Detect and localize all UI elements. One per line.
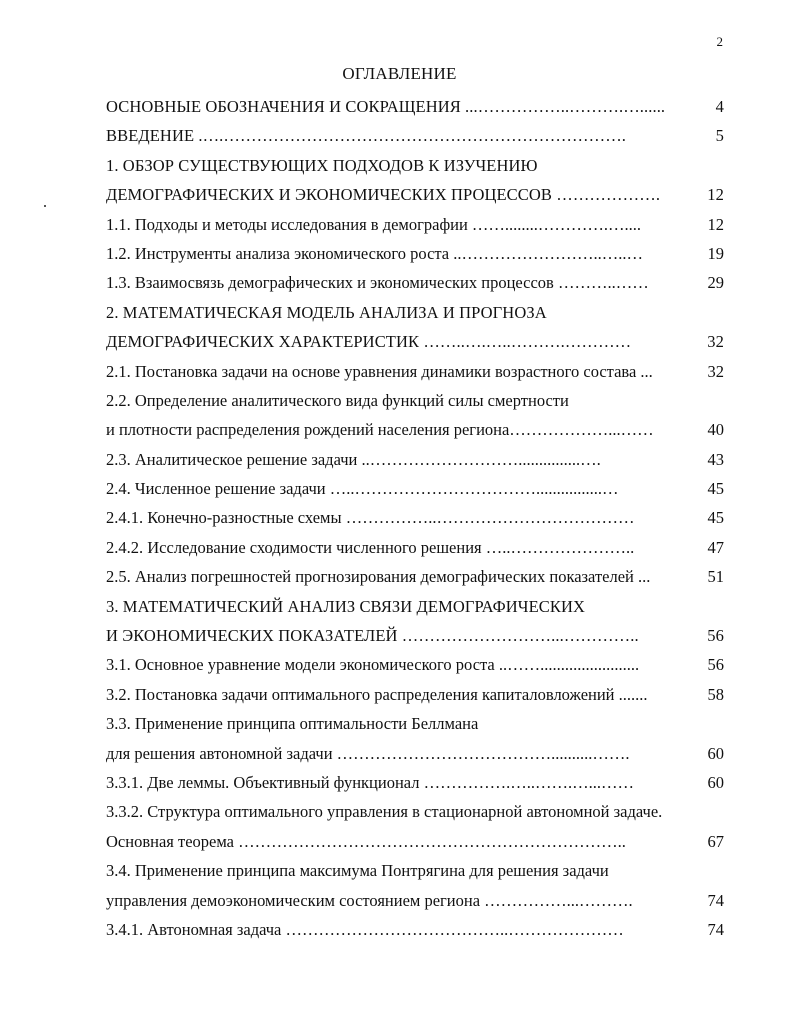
toc-page: 74 (707, 890, 724, 910)
toc-entry: и плотности распределения рождений населения региона………………...…… 40 (106, 415, 724, 444)
toc-page: 45 (707, 479, 724, 499)
toc-entry: 2.2. Определение аналитического вида функций силы смертности (106, 390, 569, 410)
toc-page: 58 (707, 684, 724, 704)
toc-entry: 3.4.1. Автономная задача …………………………………..………………… 74 (106, 915, 724, 944)
toc-page: 12 (707, 214, 724, 234)
page-number: 2 (716, 34, 723, 49)
toc-entry: И ЭКОНОМИЧЕСКИХ ПОКАЗАТЕЛЕЙ ………………………...………….. 56 (106, 621, 724, 650)
toc-page: 32 (707, 332, 724, 352)
toc-entry: 3.4. Применение принципа максимума Понтрягина для решения задачи (106, 861, 609, 881)
toc-entry: ОСНОВНЫЕ ОБОЗНАЧЕНИЯ И СОКРАЩЕНИЯ ...……………..……….…...... 4 (106, 92, 724, 121)
toc-entry: 2. МАТЕМАТИЧЕСКАЯ МОДЕЛЬ АНАЛИЗА И ПРОГНОЗА (106, 302, 547, 322)
toc-page: 60 (707, 772, 724, 792)
toc-page: 60 (707, 743, 724, 763)
toc-page: 45 (707, 508, 724, 528)
toc-entry: ДЕМОГРАФИЧЕСКИХ И ЭКОНОМИЧЕСКИХ ПРОЦЕССОВ ………………. 12 (106, 180, 724, 209)
toc-entry: для решения автономной задачи …………………………………..........……. 60 (106, 739, 724, 768)
toc-entry: 2.4.1. Конечно-разностные схемы ……………..……………………………… 45 (106, 503, 724, 532)
toc-entry: 3. МАТЕМАТИЧЕСКИЙ АНАЛИЗ СВЯЗИ ДЕМОГРАФИЧЕСКИХ (106, 596, 586, 616)
toc-entry: Основная теорема …………………………………………………………….. 67 (106, 827, 724, 856)
toc-entry: 2.1. Постановка задачи на основе уравнения динамики возрастного состава ... 32 (106, 357, 724, 386)
table-of-contents (106, 92, 724, 944)
toc-page: 5 (715, 126, 724, 146)
toc-page: 67 (707, 831, 724, 851)
toc-page: 32 (707, 361, 724, 381)
toc-page: 56 (707, 626, 724, 646)
toc-page: 19 (707, 243, 724, 263)
toc-entry: 1. ОБЗОР СУЩЕСТВУЮЩИХ ПОДХОДОВ К ИЗУЧЕНИЮ (106, 155, 538, 175)
toc-entry: 3.3.1. Две леммы. Объективный функционал …………….…..…….…...…… 60 (106, 768, 724, 797)
toc-entry: 2.4. Численное решение задачи …..……………………………................… 45 (106, 474, 724, 503)
toc-entry: ВВЕДЕНИЕ .….………………………………………………………………. 5 (106, 121, 724, 150)
toc-page: 4 (715, 97, 724, 116)
toc-page: 29 (707, 273, 724, 293)
toc-page: 40 (707, 420, 724, 440)
toc-entry: 3.3.2. Структура оптимального управления в стационарной автономной задаче. (106, 802, 663, 822)
toc-entry: 2.3. Аналитическое решение задачи ..………………………...............…. 43 (106, 445, 724, 474)
toc-page: 74 (707, 919, 724, 939)
toc-page: 43 (707, 449, 724, 469)
toc-entry: ДЕМОГРАФИЧЕСКИХ ХАРАКТЕРИСТИК ……..….…..……….………… 32 (106, 327, 724, 356)
toc-entry: 1.1. Подходы и методы исследования в демографии ……........………….….... 12 (106, 210, 724, 239)
scan-speck (44, 205, 46, 207)
toc-page: 56 (707, 655, 724, 675)
toc-entry: 1.2. Инструменты анализа экономического роста ..……………………..…..… 19 (106, 239, 724, 268)
toc-entry: 3.2. Постановка задачи оптимального распределения капиталовложений ....... 58 (106, 680, 724, 709)
toc-entry: 2.4.2. Исследование сходимости численного решения …..………………….. 47 (106, 533, 724, 562)
toc-entry: 2.5. Анализ погрешностей прогнозирования демографических показателей ... 51 (106, 562, 724, 591)
toc-entry: управления демоэкономическим состоянием региона ……………...………. 74 (106, 886, 724, 915)
toc-page: 47 (707, 537, 724, 557)
page-title: ОГЛАВЛЕНИЕ (342, 64, 457, 83)
toc-entry: 3.1. Основное уравнение модели экономического роста ..……........................ 56 (106, 650, 724, 679)
toc-page: 51 (707, 567, 724, 587)
toc-page: 12 (707, 185, 724, 205)
toc-entry: 1.3. Взаимосвязь демографических и экономических процессов ………..…… 29 (106, 268, 724, 297)
toc-entry: 3.3. Применение принципа оптимальности Беллмана (106, 714, 479, 734)
